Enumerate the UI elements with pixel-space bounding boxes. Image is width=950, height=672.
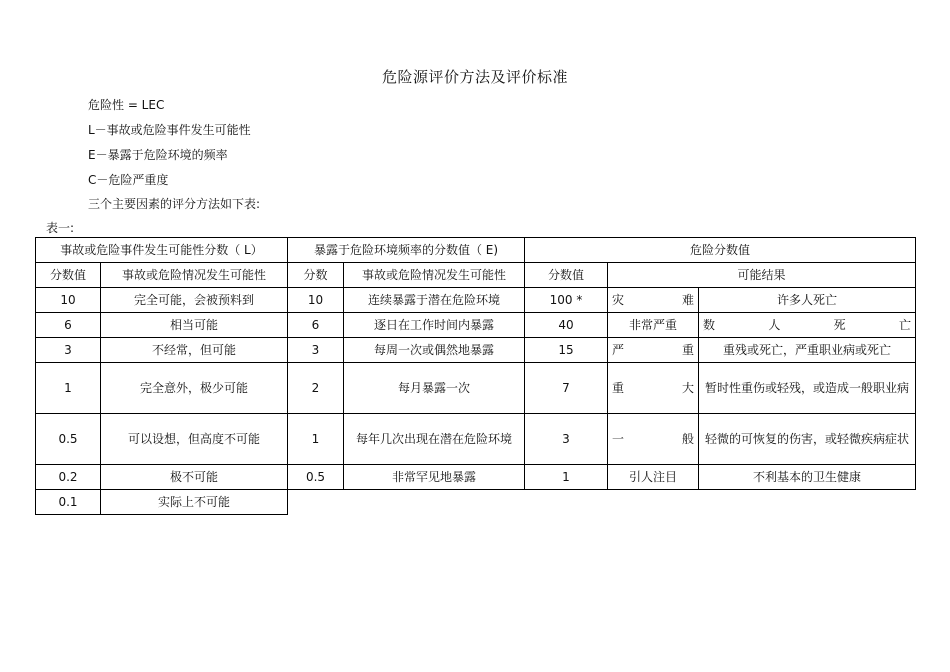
header-e-score: 分数 <box>288 263 344 288</box>
formula-line: 危险性 = LEC <box>88 98 165 112</box>
header-l-desc: 事故或危险情况发生可能性 <box>101 263 288 288</box>
c-score-cell: 15 <box>525 338 608 363</box>
l-score-cell: 0.2 <box>36 465 101 490</box>
c-level-cell: 非常严重 <box>608 313 699 338</box>
e-desc-cell: 每月暴露一次 <box>344 363 525 414</box>
table-row <box>36 414 916 465</box>
e-desc-cell: 逐日在工作时间内暴露 <box>344 313 525 338</box>
c-level-cell: 灾难 <box>608 288 699 313</box>
header-e-desc: 事故或危险情况发生可能性 <box>344 263 525 288</box>
c-level-cell: 一般 <box>608 414 699 465</box>
c-level-cell: 重大 <box>608 363 699 414</box>
table-row <box>36 363 916 414</box>
e-score-cell: 10 <box>288 288 344 313</box>
l-score-cell: 6 <box>36 313 101 338</box>
c-score-cell: 40 <box>525 313 608 338</box>
intro-text: 三个主要因素的评分方法如下表: <box>88 197 261 211</box>
l-desc-cell: 完全意外，极少可能 <box>101 363 288 414</box>
e-score-cell: 3 <box>288 338 344 363</box>
group-header-row <box>36 238 916 263</box>
empty-cell <box>288 490 916 515</box>
group-header-e: 暴露于危险环境频率的分数值（ E) <box>288 238 525 263</box>
table-label: 表一: <box>46 221 75 235</box>
c-score-cell: 3 <box>525 414 608 465</box>
l-definition: L－事故或危险事件发生可能性 <box>88 123 251 137</box>
l-desc-cell: 完全可能，会被预料到 <box>101 288 288 313</box>
c-score-cell: 7 <box>525 363 608 414</box>
header-c-result: 可能结果 <box>608 263 916 288</box>
group-header-c: 危险分数值 <box>525 238 916 263</box>
c-result-cell: 重残或死亡，严重职业病或死亡 <box>699 338 916 363</box>
l-score-cell: 0.5 <box>36 414 101 465</box>
e-score-cell: 6 <box>288 313 344 338</box>
group-header-l: 事故或危险事件发生可能性分数（ L） <box>36 238 288 263</box>
header-l-score: 分数值 <box>36 263 101 288</box>
e-score-cell: 2 <box>288 363 344 414</box>
l-score-cell: 0.1 <box>36 490 101 515</box>
c-score-cell: 100 * <box>525 288 608 313</box>
l-score-cell: 10 <box>36 288 101 313</box>
header-c-score: 分数值 <box>525 263 608 288</box>
l-score-cell: 3 <box>36 338 101 363</box>
e-desc-cell: 每周一次或偶然地暴露 <box>344 338 525 363</box>
e-score-cell: 1 <box>288 414 344 465</box>
table-row <box>36 338 916 363</box>
l-desc-cell: 不经常，但可能 <box>101 338 288 363</box>
e-desc-cell: 连续暴露于潜在危险环境 <box>344 288 525 313</box>
e-desc-cell: 非常罕见地暴露 <box>344 465 525 490</box>
e-score-cell: 0.5 <box>288 465 344 490</box>
l-desc-cell: 相当可能 <box>101 313 288 338</box>
l-desc-cell: 实际上不可能 <box>101 490 288 515</box>
table-row <box>36 288 916 313</box>
c-score-cell: 1 <box>525 465 608 490</box>
c-result-cell: 暂时性重伤或轻残，或造成一般职业病 <box>699 363 916 414</box>
c-result-cell: 数人死亡 <box>699 313 916 338</box>
sub-header-row <box>36 263 916 288</box>
page-title: 危险源评价方法及评价标准 <box>381 68 568 86</box>
table-row <box>36 490 916 515</box>
c-result-cell: 许多人死亡 <box>699 288 916 313</box>
l-score-cell: 1 <box>36 363 101 414</box>
c-definition: C－危险严重度 <box>88 173 169 187</box>
c-level-cell: 严重 <box>608 338 699 363</box>
e-desc-cell: 每年几次出现在潜在危险环境 <box>344 414 525 465</box>
c-level-cell: 引人注目 <box>608 465 699 490</box>
e-definition: E－暴露于危险环境的频率 <box>88 148 228 162</box>
c-result-cell: 轻微的可恢复的伤害，或轻微疾病症状 <box>699 414 916 465</box>
l-desc-cell: 可以设想，但高度不可能 <box>101 414 288 465</box>
l-desc-cell: 极不可能 <box>101 465 288 490</box>
evaluation-table <box>35 237 916 515</box>
c-result-cell: 不利基本的卫生健康 <box>699 465 916 490</box>
table-row <box>36 313 916 338</box>
table-row <box>36 465 916 490</box>
